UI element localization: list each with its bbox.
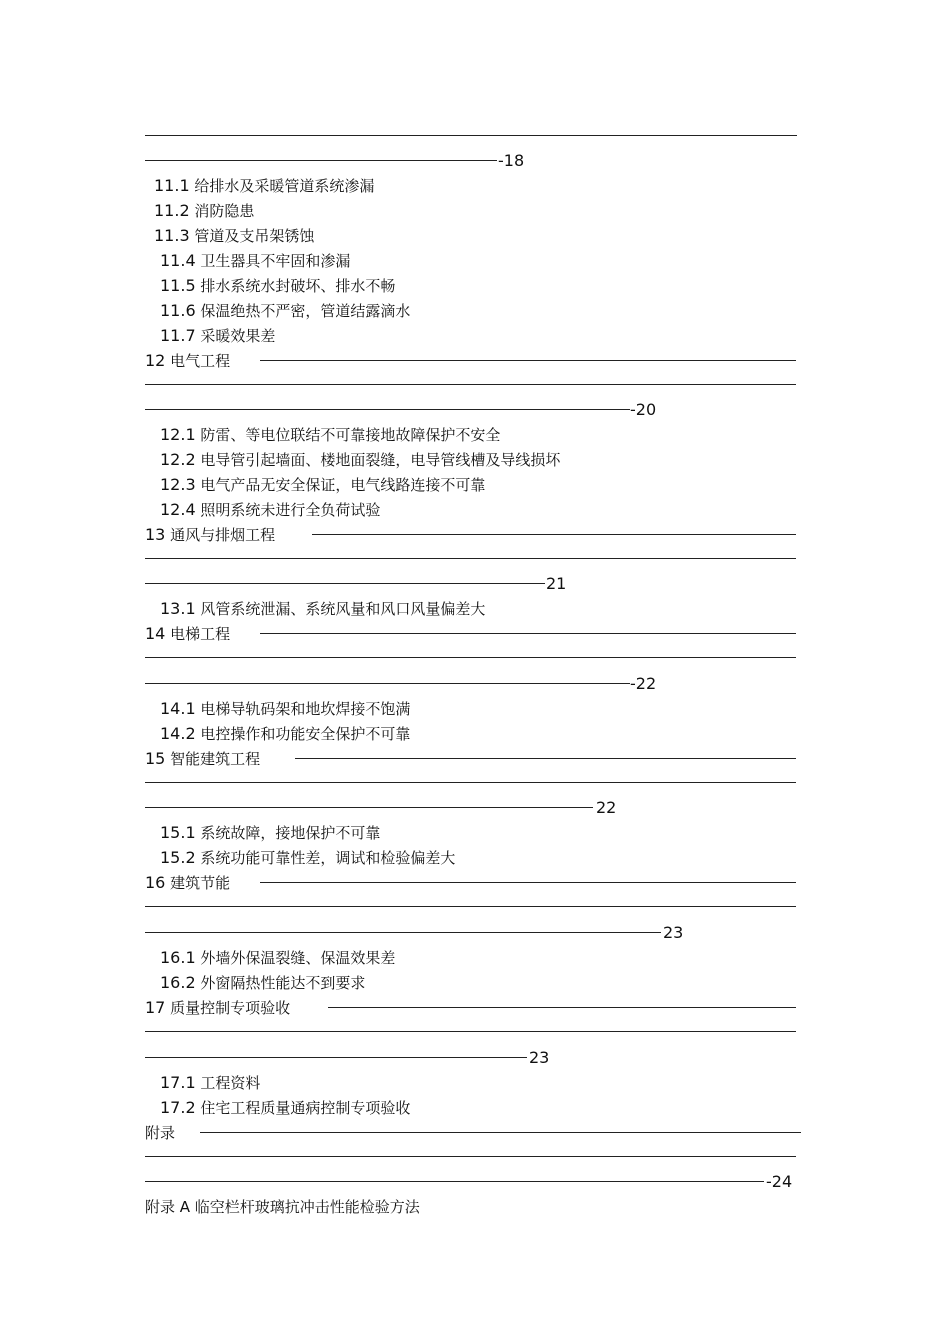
- entry-title: 智能建筑工程: [170, 750, 261, 768]
- toc-entry[interactable]: [154, 174, 374, 198]
- entry-title: 照明系统未进行全负荷试验: [200, 501, 381, 519]
- toc-heading[interactable]: [145, 622, 230, 646]
- page-number: -18: [498, 151, 525, 170]
- entry-number: 11.3: [154, 226, 190, 245]
- entry-number: 13: [145, 525, 166, 544]
- entry-title: 附录 A 临空栏杆玻璃抗冲击性能检验方法: [145, 1198, 420, 1216]
- leader-line: [145, 782, 796, 783]
- toc-entry[interactable]: [160, 821, 380, 845]
- toc-entry[interactable]: [160, 697, 410, 721]
- toc-entry[interactable]: [160, 597, 485, 621]
- entry-title: 电导管引起墙面、楼地面裂缝，电导管线槽及导线损坏: [200, 451, 561, 469]
- entry-title: 系统功能可靠性差，调试和检验偏差大: [200, 849, 456, 867]
- page-number: 23: [663, 923, 684, 942]
- entry-number: 12.4: [160, 500, 196, 519]
- toc-heading[interactable]: [145, 996, 290, 1020]
- entry-title: 防雷、等电位联结不可靠接地故障保护不安全: [200, 426, 501, 444]
- page-number: -24: [766, 1172, 793, 1191]
- leader-line: [145, 657, 796, 658]
- toc-entry[interactable]: [160, 1071, 260, 1095]
- entry-title: 给排水及采暖管道系统渗漏: [194, 177, 375, 195]
- leader-line: [145, 384, 796, 385]
- toc-heading[interactable]: [145, 523, 275, 547]
- entry-title: 管道及支吊架锈蚀: [194, 227, 315, 245]
- entry-number: 17: [145, 998, 166, 1017]
- toc-entry[interactable]: [154, 224, 314, 248]
- leader-line: [260, 882, 796, 883]
- leader-line: [145, 409, 630, 410]
- entry-number: 12: [145, 351, 166, 370]
- leader-line: [145, 160, 497, 161]
- leader-line: [145, 1156, 796, 1157]
- entry-number: 11.1: [154, 176, 190, 195]
- toc-entry[interactable]: [160, 971, 365, 995]
- leader-line: [295, 758, 796, 759]
- entry-title: 电气产品无安全保证，电气线路连接不可靠: [200, 476, 486, 494]
- toc-entry[interactable]: [160, 324, 275, 348]
- entry-title: 系统故障，接地保护不可靠: [200, 824, 381, 842]
- entry-title: 质量控制专项验收: [170, 999, 291, 1017]
- leader-line: [200, 1132, 801, 1133]
- entry-title: 风管系统泄漏、系统风量和风口风量偏差大: [200, 600, 486, 618]
- entry-number: 12.1: [160, 425, 196, 444]
- entry-title: 排水系统水封破坏、排水不畅: [200, 277, 396, 295]
- entry-number: 16.1: [160, 948, 196, 967]
- entry-number: 13.1: [160, 599, 196, 618]
- leader-line: [145, 807, 593, 808]
- entry-number: 15.2: [160, 848, 196, 867]
- entry-number: 12.2: [160, 450, 196, 469]
- toc-heading[interactable]: [145, 871, 230, 895]
- entry-number: 17.1: [160, 1073, 196, 1092]
- entry-title: 电控操作和功能安全保护不可靠: [200, 725, 411, 743]
- entry-number: 15: [145, 749, 166, 768]
- entry-number: 14.1: [160, 699, 196, 718]
- leader-line: [145, 1031, 796, 1032]
- entry-number: 14.2: [160, 724, 196, 743]
- entry-title: 保温绝热不严密，管道结露滴水: [200, 302, 411, 320]
- leader-line: [145, 1057, 527, 1058]
- entry-number: 16.2: [160, 973, 196, 992]
- leader-line: [145, 135, 797, 136]
- entry-number: 12.3: [160, 475, 196, 494]
- leader-line: [260, 633, 796, 634]
- entry-number: 17.2: [160, 1098, 196, 1117]
- entry-title: 外窗隔热性能达不到要求: [200, 974, 366, 992]
- leader-line: [145, 683, 630, 684]
- entry-title: 电梯导轨码架和地坎焊接不饱满: [200, 700, 411, 718]
- entry-title: 建筑节能: [170, 874, 231, 892]
- leader-line: [312, 534, 796, 535]
- entry-title: 附录: [145, 1124, 176, 1142]
- entry-title: 电梯工程: [170, 625, 231, 643]
- entry-title: 住宅工程质量通病控制专项验收: [200, 1099, 411, 1117]
- page-number: 21: [546, 574, 567, 593]
- entry-number: 11.2: [154, 201, 190, 220]
- entry-title: 卫生器具不牢固和渗漏: [200, 252, 351, 270]
- toc-entry[interactable]: [160, 473, 485, 497]
- toc-heading[interactable]: [145, 349, 230, 373]
- page-number: -20: [630, 400, 657, 419]
- entry-number: 11.4: [160, 251, 196, 270]
- page-number: 23: [529, 1048, 550, 1067]
- entry-number: 11.7: [160, 326, 196, 345]
- toc-entry[interactable]: [160, 299, 410, 323]
- leader-line: [145, 906, 796, 907]
- page-number: -22: [630, 674, 657, 693]
- entry-number: 16: [145, 873, 166, 892]
- leader-line: [145, 558, 796, 559]
- entry-title: 外墙外保温裂缝、保温效果差: [200, 949, 396, 967]
- leader-line: [260, 360, 796, 361]
- entry-number: 11.6: [160, 301, 196, 320]
- entry-title: 工程资料: [200, 1074, 261, 1092]
- entry-title: 电气工程: [170, 352, 231, 370]
- toc-entry[interactable]: [160, 846, 455, 870]
- toc-entry[interactable]: [154, 199, 254, 223]
- toc-heading[interactable]: [145, 747, 260, 771]
- toc-entry[interactable]: [160, 946, 395, 970]
- toc-entry[interactable]: [160, 274, 395, 298]
- page-number: 22: [596, 798, 617, 817]
- entry-title: 通风与排烟工程: [170, 526, 276, 544]
- toc-entry[interactable]: [145, 1195, 420, 1219]
- leader-line: [145, 932, 661, 933]
- entry-title: 采暖效果差: [200, 327, 276, 345]
- entry-title: 消防隐患: [194, 202, 255, 220]
- entry-number: 14: [145, 624, 166, 643]
- leader-line: [145, 1181, 764, 1182]
- leader-line: [145, 583, 545, 584]
- toc-entry[interactable]: [160, 249, 350, 273]
- entry-number: 11.5: [160, 276, 196, 295]
- toc-entry[interactable]: [160, 1096, 410, 1120]
- leader-line: [328, 1007, 796, 1008]
- toc-entry[interactable]: [160, 722, 410, 746]
- toc-heading[interactable]: [145, 1121, 175, 1145]
- toc-entry[interactable]: [160, 423, 500, 447]
- toc-entry[interactable]: [160, 448, 560, 472]
- entry-number: 15.1: [160, 823, 196, 842]
- toc-entry[interactable]: [160, 498, 380, 522]
